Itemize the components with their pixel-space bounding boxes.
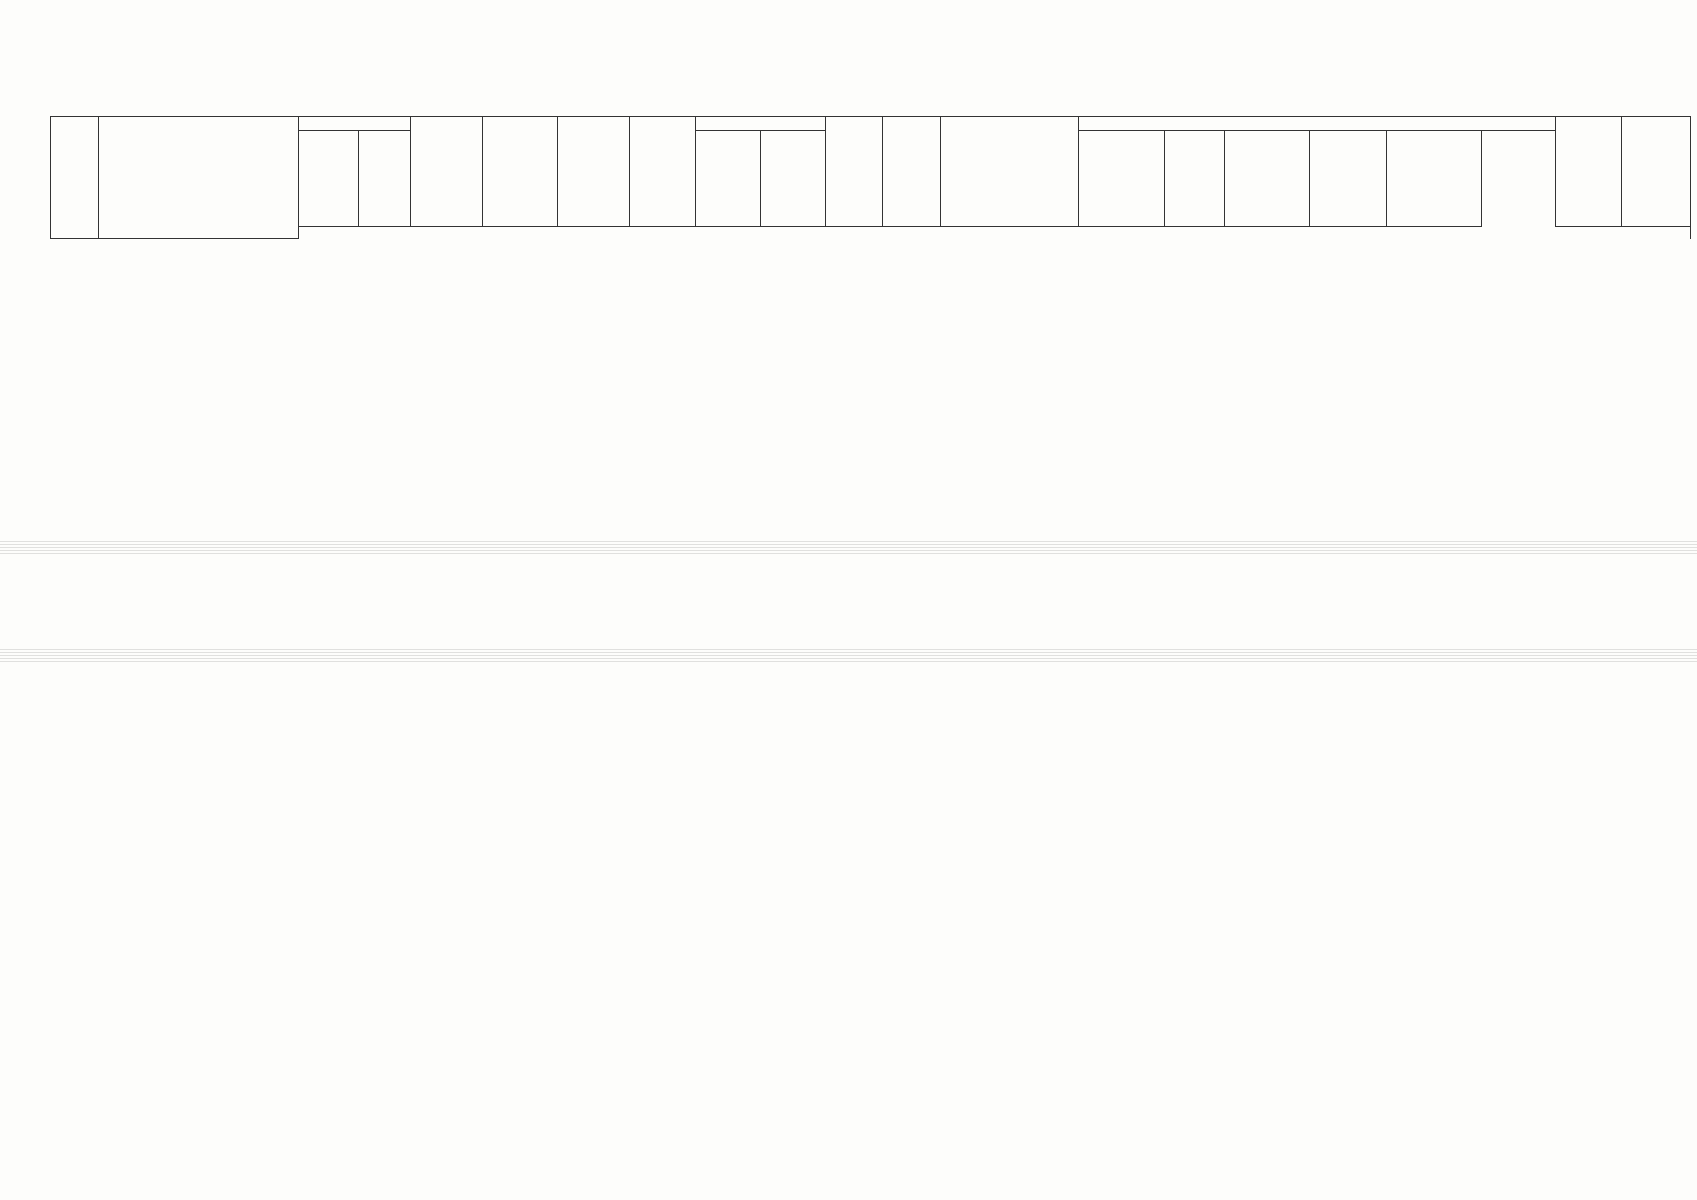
- header-c6: [483, 117, 558, 227]
- header-c10: [761, 131, 826, 227]
- header-c20: [1622, 117, 1691, 227]
- header-c7: [558, 117, 630, 227]
- scan-artifact-band: [0, 540, 1697, 554]
- header-c16: [1225, 131, 1310, 227]
- header-year-group: [299, 117, 411, 131]
- header-c13: [941, 117, 1079, 227]
- header-c2: [99, 117, 299, 239]
- header-c17: [1310, 131, 1387, 227]
- header-c19: [1556, 117, 1622, 227]
- header-c3: [299, 131, 359, 227]
- capital-repair-table: [50, 116, 1691, 239]
- header-area-group: [696, 117, 826, 131]
- header-c14: [1079, 131, 1165, 227]
- scan-artifact-band: [0, 648, 1697, 662]
- header-c1: [51, 117, 99, 239]
- header-cost-group: [1079, 117, 1556, 131]
- header-c4: [359, 131, 411, 227]
- header-c9: [696, 131, 761, 227]
- header-c8: [630, 117, 696, 227]
- table-header: [51, 117, 1691, 239]
- header-c11: [826, 117, 883, 227]
- header-c5: [411, 117, 483, 227]
- header-c15: [1165, 131, 1225, 227]
- header-c12: [883, 117, 941, 227]
- header-c18: [1387, 131, 1482, 227]
- capital-repair-table-wrapper: [50, 116, 1690, 239]
